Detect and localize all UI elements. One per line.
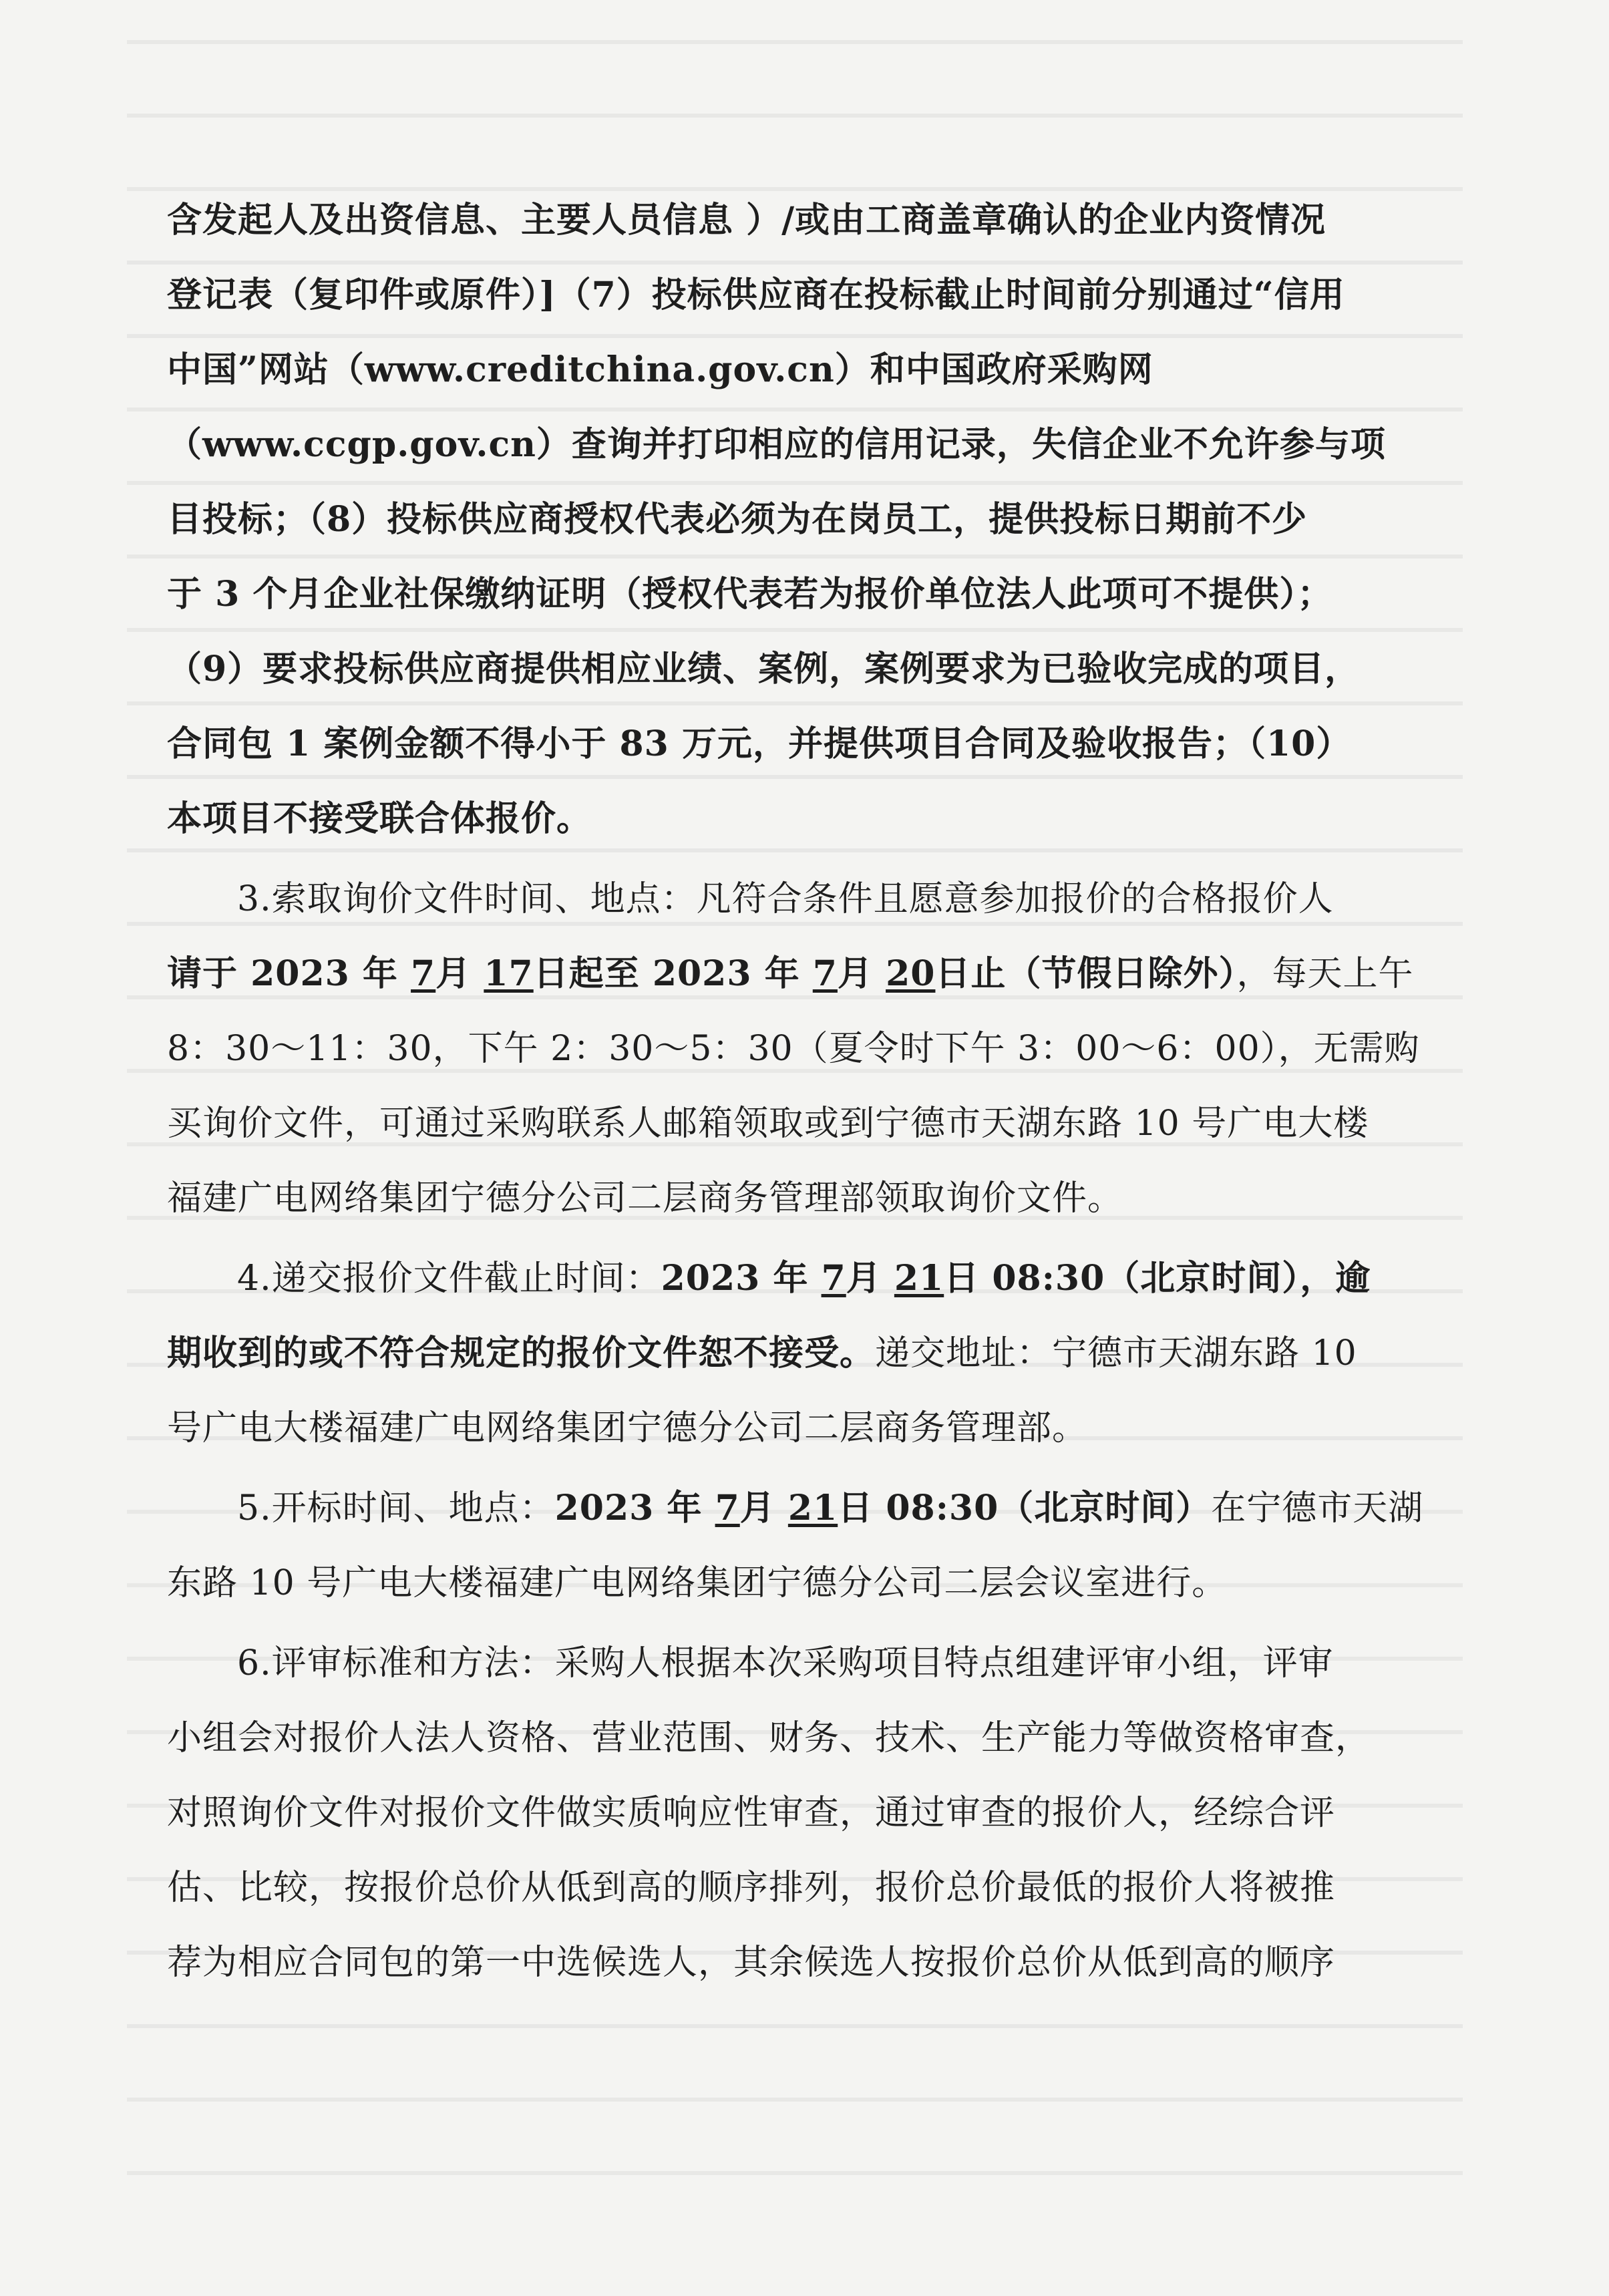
text: 月: [435, 953, 484, 994]
text-line: 登记表（复印件或原件）]（7）投标供应商在投标截止时间前分别通过“信用: [167, 275, 1345, 315]
section-4-line: [237, 1259, 1443, 1299]
date-day: 17: [484, 953, 534, 994]
section-5-line: [237, 1488, 1443, 1528]
section-4-line: [167, 1333, 1443, 1373]
text: 月: [837, 953, 886, 994]
text: ，每天上午: [1236, 954, 1414, 994]
section-6-line: 小组会对报价人法人资格、营业范围、财务、技术、生产能力等做资格审查，: [167, 1718, 1371, 1758]
section-6-line: 对照询价文件对报价文件做实质响应性审查，通过审查的报价人，经综合评: [167, 1793, 1336, 1833]
text-line: 合同包 1 案例金额不得小于 83 万元，并提供项目合同及验收报告；（10）: [167, 723, 1352, 764]
date-day: 21: [787, 1488, 838, 1528]
text-line: 中国”网站（www.creditchina.gov.cn）和中国政府采购网: [167, 349, 1153, 390]
section-3-line: 福建广电网络集团宁德分公司二层商务管理部领取询价文件。: [167, 1178, 1123, 1218]
text: 2023 年: [661, 1258, 822, 1299]
text: 日 08:30（北京时间）: [838, 1488, 1212, 1528]
date-day: 20: [886, 953, 936, 994]
text-line: 目投标；（8）投标供应商授权代表必须为在岗员工，提供投标日期前不少: [167, 499, 1308, 540]
section-6-line: 6.评审标准和方法：采购人根据本次采购项目特点组建评审小组，评审: [237, 1643, 1334, 1683]
section-4-line: 号广电大楼福建广电网络集团宁德分公司二层商务管理部。: [167, 1408, 1088, 1448]
text-line: 含发起人及出资信息、主要人员信息 ）/或由工商盖章确认的企业内资情况: [167, 200, 1326, 240]
text: 在宁德市天湖: [1211, 1488, 1424, 1528]
text: 4.递交报价文件截止时间：: [237, 1259, 661, 1299]
date-month: 7: [411, 953, 436, 994]
section-3-line: [167, 954, 1443, 994]
section-5-line: 东路 10 号广电大楼福建广电网络集团宁德分公司二层会议室进行。: [167, 1563, 1228, 1603]
text-line: 本项目不接受联合体报价。: [167, 798, 592, 839]
date-month: 7: [821, 1258, 846, 1299]
text: 日 08:30（北京时间），逾: [944, 1258, 1371, 1299]
text: 2023 年: [554, 1488, 715, 1528]
text: 期收到的或不符合规定的报价文件恕不接受。: [167, 1333, 876, 1373]
text: 日止（节假日除外）: [935, 953, 1237, 994]
text: 月: [739, 1488, 788, 1528]
date-day: 21: [894, 1258, 944, 1299]
date-month: 7: [715, 1488, 740, 1528]
section-3-line: 8：30～11：30，下午 2：30～5：30（夏令时下午 3：00～6：00），无需购: [167, 1029, 1420, 1069]
section-3-line: 买询价文件，可通过采购联系人邮箱领取或到宁德市天湖东路 10 号广电大楼: [167, 1104, 1369, 1144]
date-month: 7: [812, 953, 838, 994]
text: 5.开标时间、地点：: [237, 1488, 555, 1528]
text: 日起至 2023 年: [533, 953, 813, 994]
section-3-line: 3.索取询价文件时间、地点：凡符合条件且愿意参加报价的合格报价人: [237, 879, 1334, 919]
text-line: 于 3 个月企业社保缴纳证明（授权代表若为报价单位法人此项可不提供）；: [167, 574, 1333, 615]
text: 月: [846, 1258, 894, 1299]
text: 请于 2023 年: [167, 953, 411, 994]
text: 递交地址：宁德市天湖东路 10: [875, 1333, 1357, 1373]
section-6-line: 荐为相应合同包的第一中选候选人，其余候选人按报价总价从低到高的顺序: [167, 1943, 1336, 1983]
text-line: （www.ccgp.gov.cn）查询并打印相应的信用记录，失信企业不允许参与项: [167, 424, 1386, 465]
section-6-line: 估、比较，按报价总价从低到高的顺序排列，报价总价最低的报价人将被推: [167, 1868, 1336, 1908]
text-line: （9）要求投标供应商提供相应业绩、案例，案例要求为已验收完成的项目，: [167, 649, 1361, 689]
